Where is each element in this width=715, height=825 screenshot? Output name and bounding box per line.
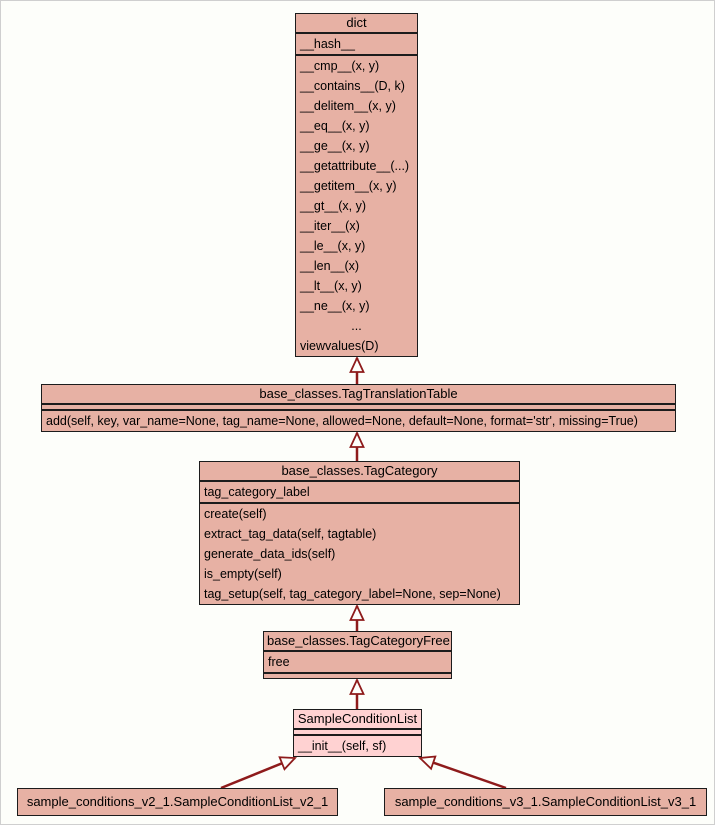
class-title: dict (346, 15, 367, 30)
methods-section (200, 502, 519, 604)
attributes-section (200, 480, 519, 502)
member-row: __contains__(D, k) (300, 79, 405, 93)
member-row: __ge__(x, y) (300, 139, 370, 153)
methods-section (264, 672, 451, 678)
member-row: extract_tag_data(self, tagtable) (204, 527, 377, 541)
inheritance-arrow-v3-1-to-sampleconditionlist (420, 758, 506, 788)
class-box-sampleconditionlist (293, 709, 422, 757)
member-row: viewvalues(D) (300, 339, 379, 353)
class-title: sample_conditions_v2_1.SampleConditionList_v2_1 (26, 794, 329, 809)
member-row: __iter__(x) (300, 219, 360, 233)
member-row: __len__(x) (300, 259, 360, 273)
class-box-sampleconditionlist-v2-1 (17, 788, 338, 816)
member-row: free (268, 655, 290, 669)
member-row: __cmp__(x, y) (300, 59, 380, 73)
member-row: tag_category_label (204, 485, 310, 499)
attributes-section (264, 650, 451, 672)
member-row: __delitem__(x, y) (300, 99, 396, 113)
methods-section (296, 54, 417, 356)
class-box-tagcategory (199, 461, 520, 605)
member-row: __ne__(x, y) (300, 299, 370, 313)
class-title: base_classes.TagTranslationTable (259, 386, 458, 401)
attributes-section (296, 32, 417, 54)
member-row: __eq__(x, y) (300, 119, 370, 133)
class-box-tagcategoryfree (263, 631, 452, 679)
methods-section (42, 409, 675, 431)
class-box-tagtranslationtable (41, 384, 676, 432)
member-row: __getattribute__(...) (300, 159, 410, 173)
class-title: SampleConditionList (297, 711, 418, 726)
class-title: base_classes.TagCategoryFree (267, 633, 450, 648)
class-box-dict (295, 13, 418, 357)
member-row: ... (351, 319, 362, 333)
methods-section (294, 734, 421, 756)
class-box-sampleconditionlist-v3-1 (384, 788, 707, 816)
member-row: __hash__ (300, 37, 355, 51)
member-row: __init__(self, sf) (298, 739, 387, 753)
class-title: base_classes.TagCategory (281, 463, 438, 478)
member-row: is_empty(self) (204, 567, 282, 581)
member-row: tag_setup(self, tag_category_label=None, sep=None) (204, 587, 501, 601)
member-row: generate_data_ids(self) (204, 547, 336, 561)
member-row: __lt__(x, y) (300, 279, 362, 293)
member-row: create(self) (204, 507, 267, 521)
member-row: add(self, key, var_name=None, tag_name=None, allowed=None, default=None, format='str', missing=True) (46, 414, 638, 428)
member-row: __getitem__(x, y) (300, 179, 397, 193)
member-row: __le__(x, y) (300, 239, 366, 253)
member-row: __gt__(x, y) (300, 199, 367, 213)
inheritance-arrow-v2-1-to-sampleconditionlist (221, 758, 295, 788)
class-title: sample_conditions_v3_1.SampleConditionList_v3_1 (394, 794, 697, 809)
